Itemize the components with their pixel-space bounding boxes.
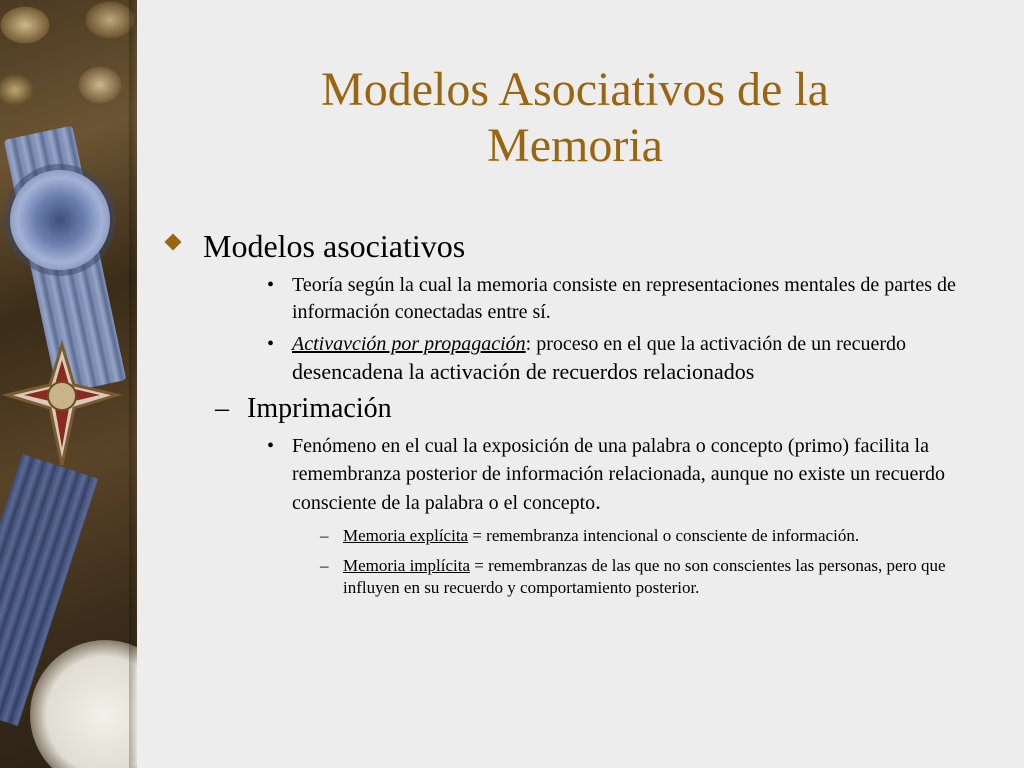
bullet-text-end: . [595, 489, 601, 514]
explicita-term: Memoria explícita [343, 526, 469, 545]
rosette-decoration [10, 170, 110, 270]
bullet-text: Teoría según la cual la memoria consiste en representaciones mentales de partes de información conectadas entre sí. [292, 274, 956, 323]
bullet-text: Fenómeno en el cual la exposición de una palabra o concepto (primo) facilita la remembranza posterior de información relacionada, aunque no existe un recuerdo consciente de la palabra o el concepto [292, 435, 946, 514]
cross-medal-icon [2, 340, 122, 470]
bullet-memoria-implicita [165, 555, 1005, 599]
dash-bullet-icon: – [320, 526, 329, 545]
title-line-1: Modelos Asociativos de la [321, 63, 829, 116]
compass-decoration [30, 640, 137, 768]
bullet-modelos-asociativos [165, 226, 1005, 266]
page-title [175, 62, 975, 174]
title-line-2: Memoria [487, 119, 663, 172]
image-edge-shade [129, 0, 137, 768]
dash-bullet-icon: – [215, 393, 229, 424]
activacion-description-end: desencadena la activación de recuerdos relacionados [292, 359, 755, 384]
bullet-fenomeno [165, 432, 1005, 517]
bullet-activacion [165, 331, 1005, 387]
explicita-description: = remembranza intencional o consciente de información. [468, 526, 860, 545]
bullet-memoria-explicita [165, 525, 1005, 547]
activacion-term: Activavción por propagación [292, 333, 526, 355]
dot-bullet-icon: • [267, 333, 275, 355]
dash-bullet-icon: – [320, 556, 329, 575]
implicita-description: = remembranzas de las que no son conscientes las personas, pero que influyen en su recuerdo y comportamiento posterior. [343, 556, 946, 597]
dot-bullet-icon: • [267, 435, 275, 457]
diamond-bullet-icon [165, 234, 182, 251]
slide-content [165, 226, 1005, 607]
implicita-term: Memoria implícita [343, 556, 470, 575]
dot-bullet-icon: • [267, 274, 275, 296]
medal-and-compass-image [0, 0, 137, 768]
bullet-teoria [165, 272, 1005, 326]
bullet-text: Imprimación [247, 393, 392, 424]
bullet-imprimacion [165, 392, 1005, 426]
activacion-description: : proceso en el que la activación de un recuerdo [525, 333, 907, 355]
bullet-text: Modelos asociativos [203, 228, 466, 264]
